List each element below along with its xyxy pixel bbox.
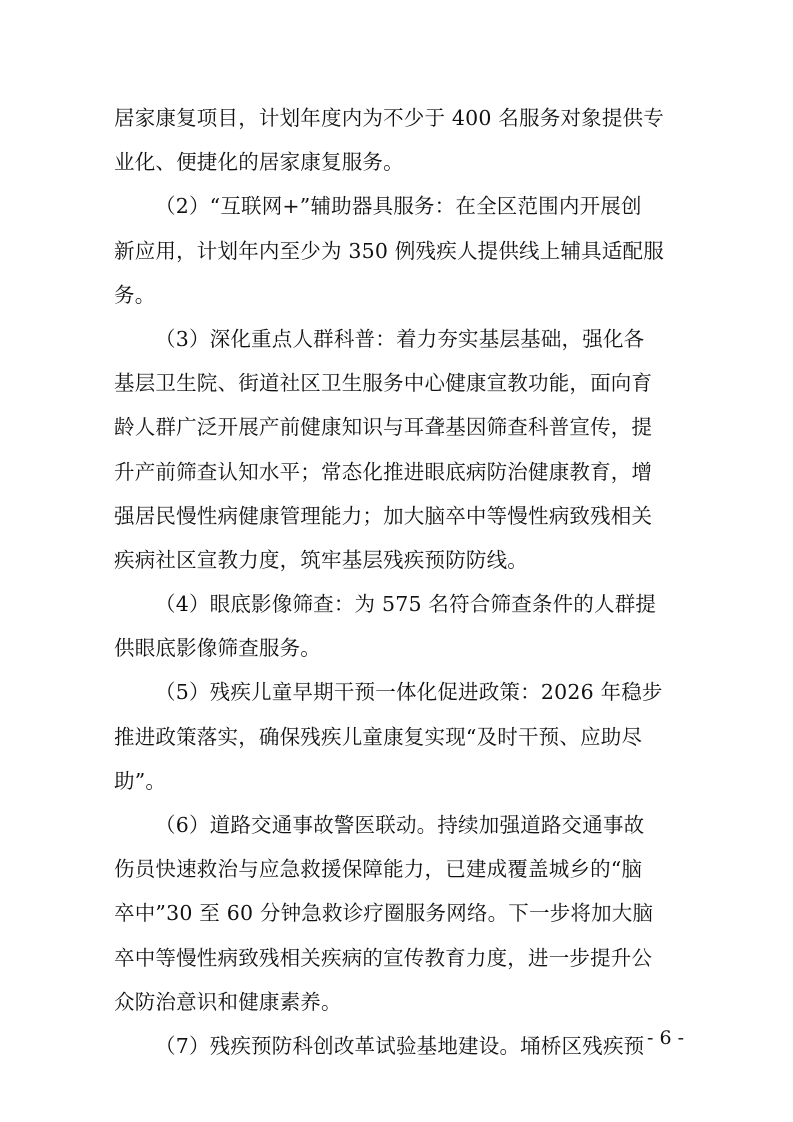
paragraph-home-rehab (114, 96, 676, 184)
text-line: 业化、便捷化的居家康复服务。 (114, 150, 404, 175)
text-line: （5）残疾儿童早期干预一体化促进政策：2026 年稳步 (155, 680, 663, 705)
text-line: 强居民慢性病健康管理能力；加大脑卒中等慢性病致残相关 (114, 503, 653, 528)
text-line: 新应用，计划年内至少为 350 例残疾人提供线上辅具适配服 (114, 238, 664, 263)
text-line: 龄人群广泛开展产前健康知识与耳聋基因筛查科普宣传，提 (114, 415, 653, 440)
text-line: 供眼底影像筛查服务。 (114, 636, 321, 661)
text-line: 居家康复项目，计划年度内为不少于 400 名服务对象提供专 (114, 106, 664, 130)
body-text (114, 96, 676, 1068)
paragraph-assistive-devices (114, 184, 676, 317)
text-line: 众防治意识和健康素养。 (114, 989, 342, 1014)
page-number: - 6 - (646, 1027, 684, 1049)
text-line: 升产前筛查认知水平；常态化推进眼底病防治健康教育，增 (114, 459, 653, 484)
paragraph-fundus-screening (114, 582, 676, 670)
text-line: （7）残疾预防科创改革试验基地建设。埇桥区残疾预 (155, 1033, 645, 1058)
text-line: （3）深化重点人群科普：着力夯实基层基础，强化各 (155, 326, 645, 351)
text-line: 疾病社区宣教力度，筑牢基层残疾预防防线。 (114, 547, 528, 572)
text-line: 卒中等慢性病致残相关疾病的宣传教育力度，进一步提升公 (114, 945, 653, 970)
text-line: （4）眼底影像筛查：为 575 名符合筛查条件的人群提 (155, 592, 657, 617)
text-line: 卒中”30 至 60 分钟急救诊疗圈服务网络。下一步将加大脑 (114, 901, 654, 926)
paragraph-science-popularization (114, 317, 676, 582)
text-line: 基层卫生院、街道社区卫生服务中心健康宣教功能，面向育 (114, 371, 653, 396)
text-line: 伤员快速救治与应急救援保障能力，已建成覆盖城乡的“脑 (114, 857, 643, 882)
paragraph-early-intervention (114, 670, 676, 803)
paragraph-traffic-police-medical (114, 803, 676, 1024)
text-line: 推进政策落实，确保残疾儿童康复实现“及时干预、应助尽 (114, 724, 643, 749)
paragraph-pilot-base (114, 1024, 676, 1068)
text-line: （6）道路交通事故警医联动。持续加强道路交通事故 (155, 813, 645, 837)
text-line: 助”。 (114, 768, 167, 793)
text-line: （2）“互联网+”辅助器具服务：在全区范围内开展创 (155, 194, 642, 219)
text-line: 务。 (114, 282, 156, 307)
